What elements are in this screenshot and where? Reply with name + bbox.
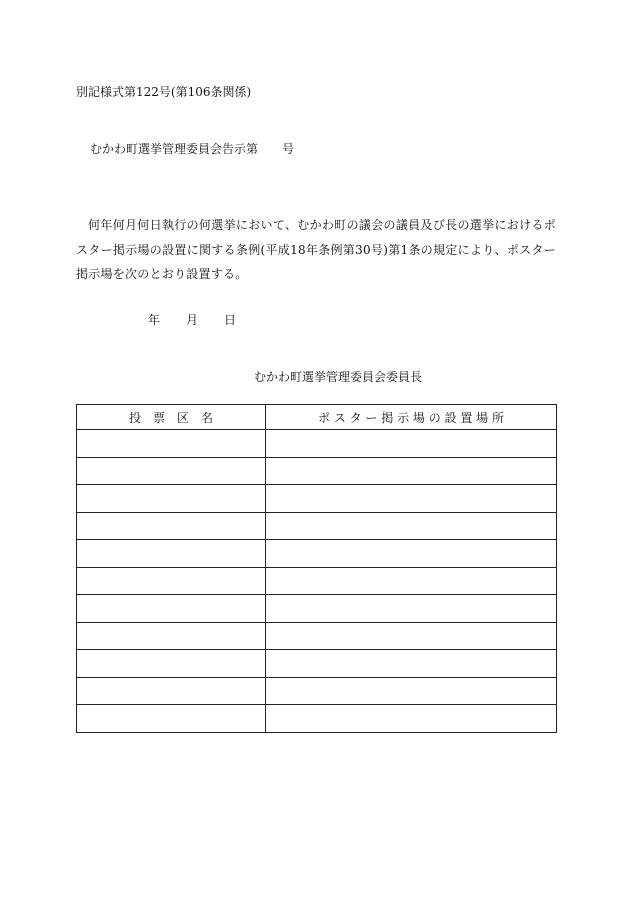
voting-district-cell (77, 430, 266, 458)
table-row (77, 595, 557, 623)
table-row (77, 485, 557, 513)
poster-location-cell (266, 677, 557, 705)
poster-location-cell (266, 512, 557, 540)
poster-location-cell (266, 457, 557, 485)
poster-location-cell (266, 705, 557, 733)
poster-location-cell (266, 567, 557, 595)
date-year: 年 (148, 313, 161, 327)
table-body (77, 430, 557, 733)
poster-location-cell (266, 540, 557, 568)
table-row (77, 540, 557, 568)
voting-district-cell (77, 567, 266, 595)
voting-district-cell (77, 595, 266, 623)
date-month: 月 (186, 313, 199, 327)
voting-district-cell (77, 705, 266, 733)
poster-location-cell (266, 430, 557, 458)
table-row (77, 512, 557, 540)
voting-district-cell (77, 677, 266, 705)
date-day: 日 (224, 313, 237, 327)
voting-district-cell (77, 485, 266, 513)
header-voting-district: 投 票 区 名 (77, 405, 266, 430)
date-line (148, 312, 236, 328)
voting-district-cell (77, 457, 266, 485)
poster-location-table (76, 404, 557, 733)
notice-title: むかわ町選挙管理委員会告示第 号 (90, 142, 295, 156)
table-row (77, 622, 557, 650)
body-paragraph: 何年何月何日執行の何選挙において、むかわ町の議会の議員及び長の選挙におけるポスター掲示場の設置に関する条例(平成18年条例第30号)第1条の規定により、ポスター掲示場を次のとおり設置する。 (76, 218, 556, 281)
table-row (77, 705, 557, 733)
table-row (77, 430, 557, 458)
voting-district-cell (77, 512, 266, 540)
table-row (77, 457, 557, 485)
chair-title: むかわ町選挙管理委員会委員長 (254, 370, 423, 384)
table-header-row (77, 405, 557, 430)
poster-location-cell (266, 622, 557, 650)
voting-district-cell (77, 540, 266, 568)
voting-district-cell (77, 622, 266, 650)
poster-location-cell (266, 595, 557, 623)
poster-location-cell (266, 485, 557, 513)
table-row (77, 677, 557, 705)
table-row (77, 567, 557, 595)
voting-district-cell (77, 650, 266, 678)
poster-location-cell (266, 650, 557, 678)
form-reference: 別記様式第122号(第106条関係) (76, 85, 252, 99)
header-poster-location: ポ ス タ ー 掲 示 場 の 設 置 場 所 (266, 405, 557, 430)
table-row (77, 650, 557, 678)
